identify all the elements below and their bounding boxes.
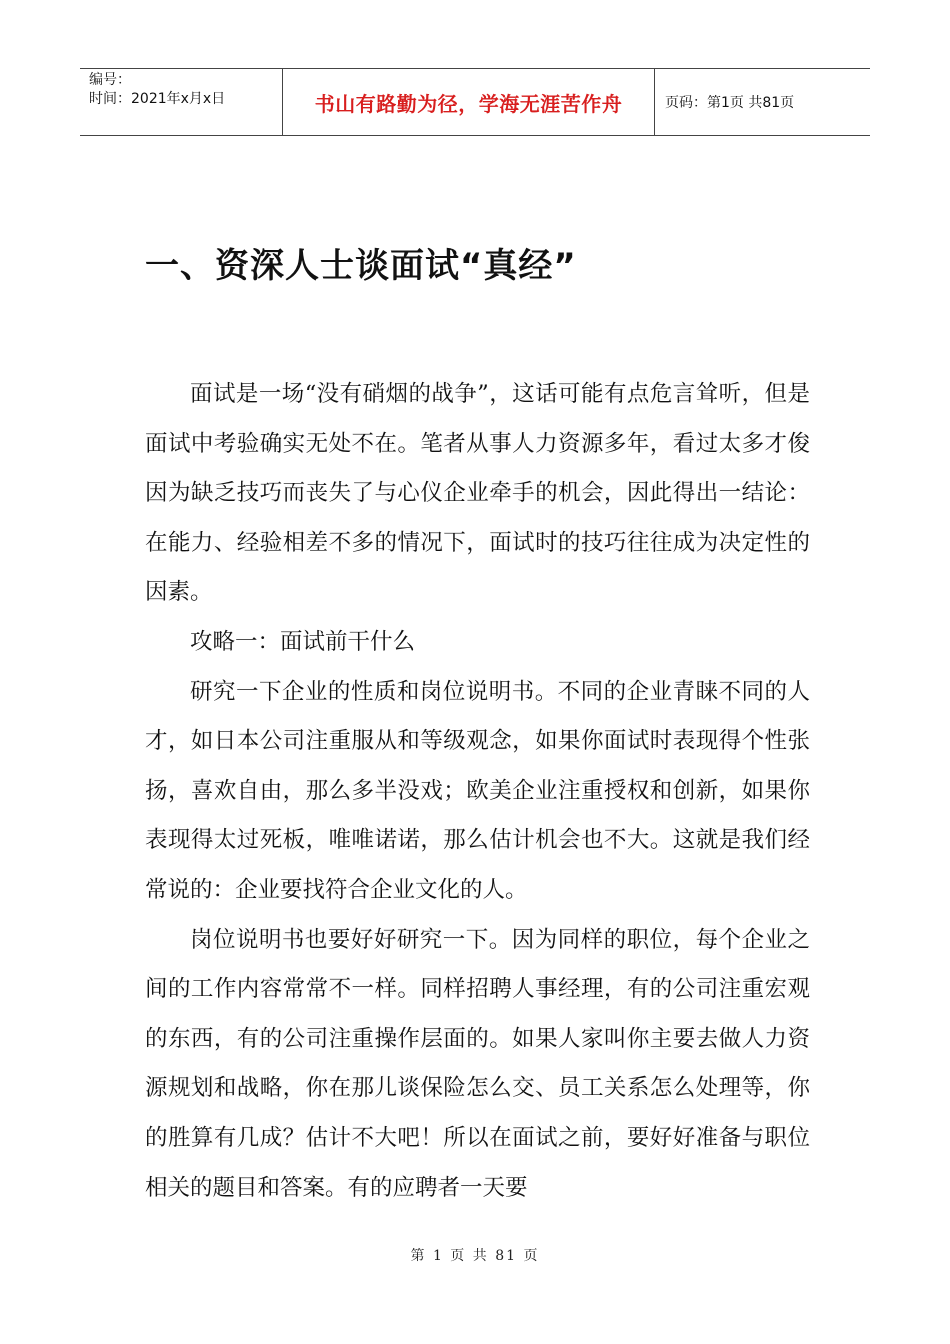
paragraph: 面试是一场“没有硝烟的战争”，这话可能有点危言耸听，但是面试中考验确实无处不在。笔者从事人力资源多年，看过太多才俊因为缺乏技巧而丧失了与心仪企业牵手的机会，因此得出一结论：在能力、经验相差不多的情况下，面试时的技巧往往成为决定性的因素。 (145, 381, 810, 606)
date-label: 时间：2021年x月x日 (89, 91, 226, 107)
paragraph: 岗位说明书也要好好研究一下。因为同样的职位，每个企业之间的工作内容常常不一样。同样招聘人事经理，有的公司注重宏观的东西，有的公司注重操作层面的。如果人家叫你主要去做人力资源规划和战略，你在那儿谈保险怎么交、员工关系怎么处理等，你的胜算有几成？估计不大吧！所以在面试之前，要好好准备与职位相关的题目和答案。有的应聘者一天要 (145, 926, 810, 1201)
header-page-info: 页码：第1页 共81页 (665, 95, 795, 111)
document-body (145, 370, 810, 1213)
document-title: 一、资深人士谈面试“真经” (145, 246, 577, 286)
header-motto: 书山有路勤为径，学海无涯苦作舟 (283, 69, 655, 135)
number-label: 编号： (89, 72, 131, 88)
section-heading: 攻略一：面试前干什么 (190, 628, 416, 655)
paragraph: 研究一下企业的性质和岗位说明书。不同的企业青睐不同的人才，如日本公司注重服从和等级观念，如果你面试时表现得个性张扬，喜欢自由，那么多半没戏；欧美企业注重授权和创新，如果你表现得太过死板，唯唯诺诺，那么估计机会也不大。这就是我们经常说的：企业要找符合企业文化的人。 (145, 678, 810, 903)
page-footer: 第 1 页 共 81 页 (410, 1248, 540, 1264)
document-header (80, 68, 870, 136)
header-meta-cell (80, 69, 283, 135)
